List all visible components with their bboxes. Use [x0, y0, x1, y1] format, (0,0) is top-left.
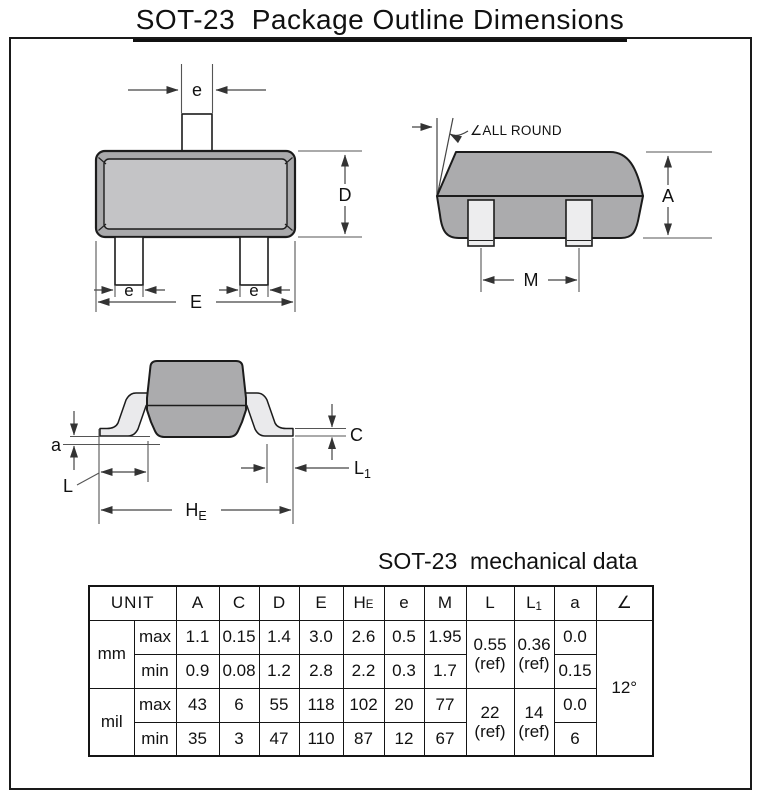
header-angle: ∠: [596, 586, 653, 620]
cell-mil-min-A: 35: [176, 722, 219, 756]
cell-mil-L1: 14 (ref): [514, 688, 554, 756]
cell-mil-max-M: 77: [424, 688, 466, 722]
cell-mm-min-A: 0.9: [176, 654, 219, 688]
dim-label-l1: $L_1$: [354, 458, 371, 481]
cell-mm-max-E: 3.0: [299, 620, 343, 654]
row-mm-max: [89, 620, 653, 654]
header-a: a: [554, 586, 596, 620]
header-M: M: [424, 586, 466, 620]
cell-mil-min-a: 6: [554, 722, 596, 756]
row-mil-min: [89, 722, 653, 756]
mil-min-label: min: [134, 722, 176, 756]
cell-mil-max-HE: 102: [343, 688, 384, 722]
header-A: A: [176, 586, 219, 620]
dim-label-m: M: [523, 270, 539, 290]
cell-mil-max-A: 43: [176, 688, 219, 722]
dim-label-he: $H_E$: [185, 500, 207, 523]
side-pin-right: [566, 200, 592, 246]
cell-mil-min-D: 47: [259, 722, 299, 756]
cell-mm-min-e: 0.3: [384, 654, 424, 688]
header-L: L: [466, 586, 514, 620]
dim-label-e-left: e: [124, 281, 134, 300]
row-mm-min: [89, 654, 653, 688]
bottom-pin-left: [115, 237, 143, 285]
front-profile-drawing: [51, 361, 371, 524]
mm-min-label: min: [134, 654, 176, 688]
cell-mm-max-D: 1.4: [259, 620, 299, 654]
cell-mm-min-a: 0.15: [554, 654, 596, 688]
dim-label-l: L: [62, 476, 74, 496]
header-C: C: [219, 586, 259, 620]
row-mil-max: [89, 688, 653, 722]
cell-mm-max-M: 1.95: [424, 620, 466, 654]
cell-mil-min-C: 3: [219, 722, 259, 756]
cell-mil-max-C: 6: [219, 688, 259, 722]
cell-mm-max-HE: 2.6: [343, 620, 384, 654]
mm-max-label: max: [134, 620, 176, 654]
side-pin-left: [468, 200, 494, 246]
cell-mm-min-HE: 2.2: [343, 654, 384, 688]
dim-label-a-height: A: [661, 186, 675, 206]
bottom-pin-right: [240, 237, 268, 285]
cell-mil-L: 22 (ref): [466, 688, 514, 756]
cell-angle: 12°: [596, 620, 653, 756]
dim-label-c: C: [350, 425, 363, 445]
top-view-drawing: [94, 64, 362, 312]
dim-label-d: D: [338, 185, 352, 205]
cell-mil-max-D: 55: [259, 688, 299, 722]
gullwing-lead-right: [241, 393, 293, 436]
header-unit: UNIT: [89, 586, 176, 620]
table-title: SOT-23 mechanical data: [378, 548, 638, 574]
unit-mm: mm: [89, 620, 134, 688]
cell-mm-max-C: 0.15: [219, 620, 259, 654]
cell-mm-min-E: 2.8: [299, 654, 343, 688]
cell-mm-max-a: 0.0: [554, 620, 596, 654]
top-pin: [182, 114, 212, 152]
cell-mil-min-E: 110: [299, 722, 343, 756]
cell-mm-min-M: 1.7: [424, 654, 466, 688]
side-view-drawing: [412, 118, 712, 292]
cell-mil-min-e: 12: [384, 722, 424, 756]
mil-max-label: max: [134, 688, 176, 722]
cell-mil-max-e: 20: [384, 688, 424, 722]
header-E: E: [299, 586, 343, 620]
dim-label-standoff-a: a: [50, 435, 62, 455]
header-L1: L1: [514, 586, 554, 620]
package-body-top-face: [104, 159, 287, 229]
gullwing-lead-left: [100, 393, 152, 436]
header-D: D: [259, 586, 299, 620]
cell-mm-L1: 0.36 (ref): [514, 620, 554, 688]
package-body-side-top-face: [437, 152, 643, 196]
cell-mm-min-C: 0.08: [219, 654, 259, 688]
cell-mm-max-A: 1.1: [176, 620, 219, 654]
package-body-profile: [147, 361, 246, 437]
cell-mil-max-E: 118: [299, 688, 343, 722]
all-round-note: ∠ALL ROUND: [470, 123, 562, 138]
dim-label-E: E: [189, 292, 203, 312]
cell-mil-min-HE: 87: [343, 722, 384, 756]
page-title-text: SOT-23 Package Outline Dimensions: [133, 4, 628, 42]
cell-mm-min-D: 1.2: [259, 654, 299, 688]
cell-mil-max-a: 0.0: [554, 688, 596, 722]
header-HE: HE: [343, 586, 384, 620]
mechanical-data-table: [88, 585, 654, 757]
dim-label-e-top: e: [191, 80, 203, 100]
cell-mm-max-e: 0.5: [384, 620, 424, 654]
cell-mm-L: 0.55 (ref): [466, 620, 514, 688]
cell-mil-min-M: 67: [424, 722, 466, 756]
table-header-row: [89, 586, 653, 620]
dim-label-e-right: e: [249, 281, 259, 300]
header-e: e: [384, 586, 424, 620]
unit-mil: mil: [89, 688, 134, 756]
